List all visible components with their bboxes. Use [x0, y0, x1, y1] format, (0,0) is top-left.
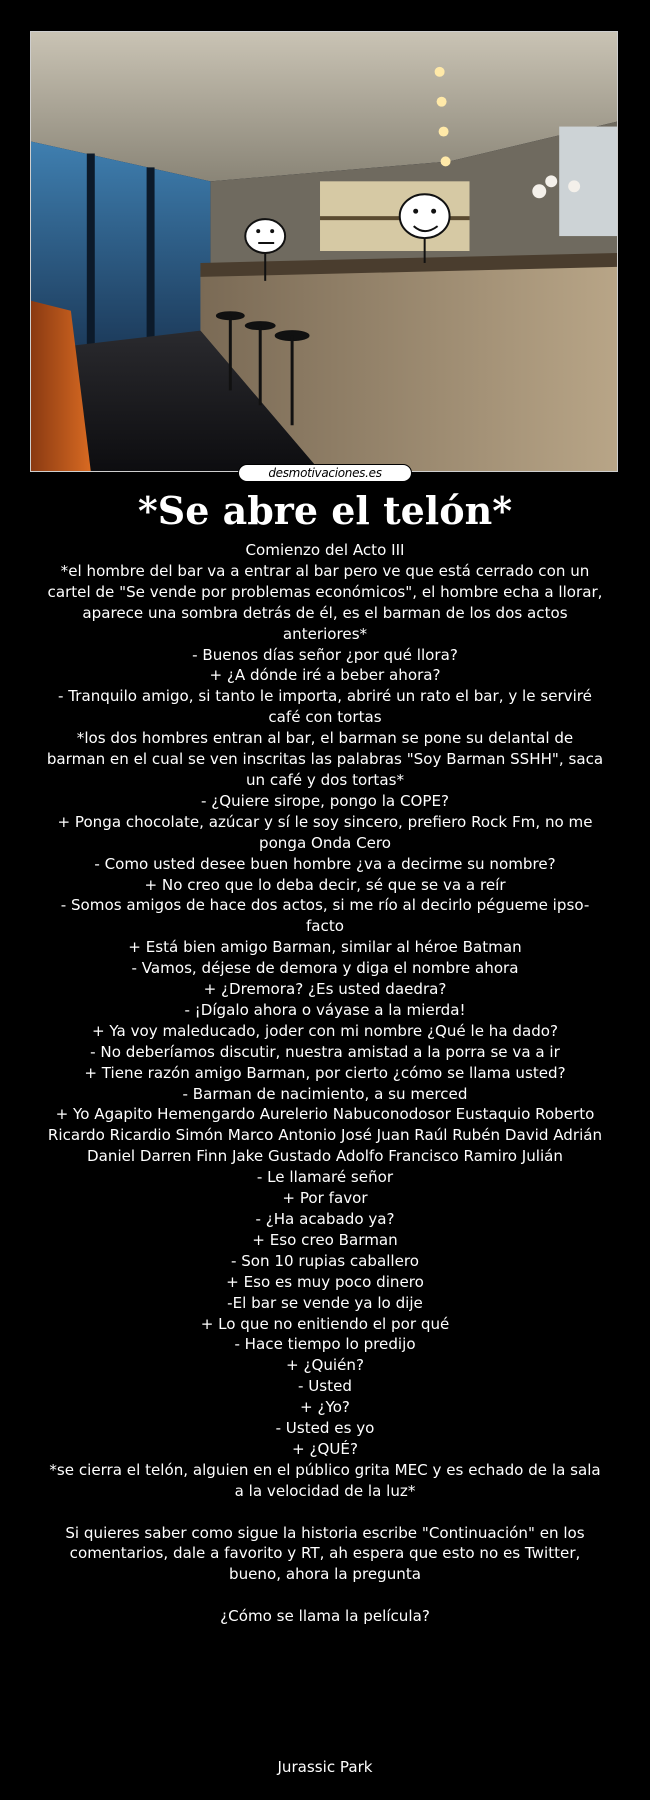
body-line: Comienzo del Acto III: [245, 541, 405, 559]
body-line: + Está bien amigo Barman, similar al héroe Batman: [128, 938, 522, 957]
body-line: + Por favor: [282, 1189, 368, 1208]
body-line: + Yo Agapito Hemengardo Aurelerio Nabuconodosor Eustaquio Roberto Ricardo Ricardio Simón Marco Antonio José Juan Raúl Rubén David Adrián Daniel Darren Finn Jake Gustado Adolfo Francisco Ramiro Julián: [47, 1105, 603, 1166]
poster-title: *Se abre el telón*: [137, 488, 513, 533]
body-line: + ¿Dremora? ¿Es usted daedra?: [203, 980, 447, 999]
body-line: + Ponga chocolate, azúcar y sí le soy sincero, prefiero Rock Fm, no me ponga Onda Cero: [57, 812, 593, 852]
body-line: - Buenos días señor ¿por qué llora?: [192, 645, 458, 664]
bar-interior-illustration: [31, 32, 617, 471]
body-line: Si quieres saber como sigue la historia escribe "Continuación" en los comentarios, dale a favorito y RT, ah espera que esto no es Twitter, bueno, ahora la pregunta: [65, 1523, 585, 1584]
body-line: - Somos amigos de hace dos actos, si me río al decirlo pégueme ipso-facto: [60, 896, 590, 936]
body-line: - Vamos, déjese de demora y diga el nombre ahora: [131, 959, 519, 978]
desmotivaciones-watermark: [238, 464, 412, 482]
body-line: - Hace tiempo lo predijo: [234, 1335, 416, 1354]
poster-body: [46, 540, 604, 1627]
body-line: - Tranquilo amigo, si tanto le importa, abriré un rato el bar, y le serviré café con tortas: [58, 687, 592, 727]
body-line: - ¿Ha acabado ya?: [255, 1210, 395, 1228]
bar-photo: [30, 31, 618, 472]
watermark-text: desmotivaciones.es: [268, 466, 382, 480]
body-line: + Eso es muy poco dinero: [226, 1272, 424, 1291]
body-line: *los dos hombres entran al bar, el barman se pone su delantal de barman en el cual se ven inscritas las palabras "Soy Barman SSHH", saca un café y dos tortas*: [46, 729, 604, 789]
body-line: - Usted es yo: [275, 1419, 375, 1438]
body-line: [46, 1502, 604, 1523]
body-line: + No creo que lo deba decir, sé que se va a reír: [144, 875, 506, 894]
body-line: - Como usted desee buen hombre ¿va a decirme su nombre?: [94, 854, 556, 873]
body-line: - Usted: [298, 1377, 352, 1396]
body-line: - ¿Quiere sirope, pongo la COPE?: [200, 791, 450, 810]
body-line: + ¿A dónde iré a beber ahora?: [209, 666, 441, 685]
body-line: [46, 1585, 604, 1606]
body-line: -El bar se vende ya lo dije: [227, 1293, 423, 1312]
body-line: + ¿Yo?: [300, 1398, 350, 1417]
body-line: + Ya voy maleducado, joder con mi nombre ¿Qué le ha dado?: [91, 1021, 559, 1040]
body-line: - Barman de nacimiento, a su merced: [182, 1084, 468, 1103]
body-line: ¿Cómo se llama la película?: [220, 1607, 430, 1626]
body-line: + ¿Quién?: [286, 1356, 364, 1375]
body-line: + ¿QUÉ?: [292, 1439, 358, 1458]
body-line: *se cierra el telón, alguien en el público grita MEC y es echado de la sala a la velocidad de la luz*: [49, 1460, 601, 1500]
body-line: - ¡Dígalo ahora o váyase a la mierda!: [184, 1000, 466, 1019]
answer-text: Jurassic Park: [277, 1758, 373, 1776]
body-line: + Lo que no enitiendo el por qué: [200, 1314, 450, 1333]
body-line: - No deberíamos discutir, nuestra amistad a la porra se va a ir: [90, 1042, 560, 1061]
body-line: - Le llamaré señor: [256, 1168, 394, 1187]
body-line: + Eso creo Barman: [252, 1230, 398, 1249]
body-line: + Tiene razón amigo Barman, por cierto ¿cómo se llama usted?: [84, 1063, 566, 1082]
body-line: - Son 10 rupias caballero: [230, 1251, 420, 1270]
body-line: *el hombre del bar va a entrar al bar pero ve que está cerrado con un cartel de "Se vende por problemas económicos", el hombre echa a llorar, aparece una sombra detrás de él, es el barman de los dos actos anteriores*: [47, 561, 603, 643]
